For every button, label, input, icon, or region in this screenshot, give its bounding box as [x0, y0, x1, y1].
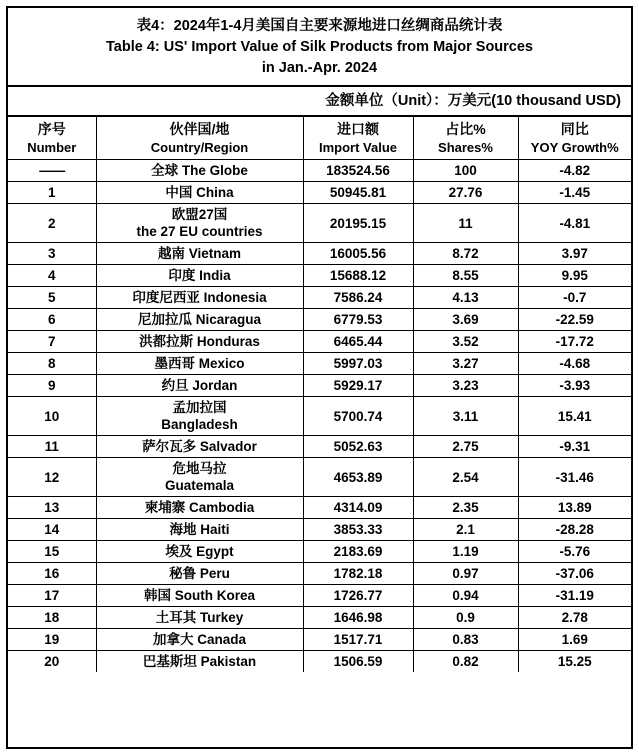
cell-import-value: 5700.74	[303, 397, 413, 436]
cell-country: 印度 India	[96, 265, 303, 287]
cell-number: 14	[8, 519, 96, 541]
cell-share: 1.19	[413, 541, 518, 563]
cell-yoy: -4.81	[518, 204, 631, 243]
cell-yoy: -31.46	[518, 458, 631, 497]
cell-import-value: 6465.44	[303, 331, 413, 353]
cell-country: 土耳其 Turkey	[96, 607, 303, 629]
cell-yoy: -37.06	[518, 563, 631, 585]
cell-number: 4	[8, 265, 96, 287]
column-header-yoy	[518, 117, 631, 160]
cell-country: 韩国 South Korea	[96, 585, 303, 607]
cell-import-value: 15688.12	[303, 265, 413, 287]
title-line-english-2: in Jan.-Apr. 2024	[261, 60, 378, 76]
cell-yoy: 13.89	[518, 497, 631, 519]
table-row	[8, 397, 631, 436]
title-line-english-1: Table 4: US' Import Value of Silk Products from Major Sources	[106, 39, 533, 55]
cell-number: 6	[8, 309, 96, 331]
cell-number: 18	[8, 607, 96, 629]
column-header-import-value-en: Import Value	[318, 140, 398, 155]
cell-yoy: -31.19	[518, 585, 631, 607]
cell-country: 印度尼西亚 Indonesia	[96, 287, 303, 309]
cell-country-line1: 欧盟27国	[171, 207, 228, 222]
cell-country: 墨西哥 Mexico	[96, 353, 303, 375]
cell-country-line2: Bangladesh	[161, 417, 238, 432]
cell-number: 2	[8, 204, 96, 243]
cell-yoy: -22.59	[518, 309, 631, 331]
cell-share: 100	[413, 160, 518, 182]
cell-country: 尼加拉瓜 Nicaragua	[96, 309, 303, 331]
cell-yoy: -1.45	[518, 182, 631, 204]
cell-share: 0.82	[413, 651, 518, 673]
title-block	[8, 8, 631, 85]
cell-yoy: -3.93	[518, 375, 631, 397]
cell-yoy: 3.97	[518, 243, 631, 265]
cell-country-line1: 危地马拉	[172, 461, 227, 476]
cell-number: 9	[8, 375, 96, 397]
table-row	[8, 541, 631, 563]
column-header-shares	[413, 117, 518, 160]
cell-number: 7	[8, 331, 96, 353]
cell-yoy: -4.82	[518, 160, 631, 182]
cell-import-value: 7586.24	[303, 287, 413, 309]
cell-country: 全球 The Globe	[96, 160, 303, 182]
cell-import-value: 1506.59	[303, 651, 413, 673]
title-line-chinese: 表4：2024年1-4月美国自主要来源地进口丝绸商品统计表	[136, 18, 503, 34]
cell-share: 11	[413, 204, 518, 243]
cell-country: 萨尔瓦多 Salvador	[96, 436, 303, 458]
cell-number: 5	[8, 287, 96, 309]
column-header-number-en: Number	[27, 140, 77, 155]
cell-share: 2.35	[413, 497, 518, 519]
cell-share: 2.54	[413, 458, 518, 497]
cell-country: 加拿大 Canada	[96, 629, 303, 651]
table-row	[8, 458, 631, 497]
column-header-shares-en: Shares%	[438, 140, 493, 155]
table-body	[8, 160, 631, 673]
cell-yoy: -4.68	[518, 353, 631, 375]
cell-country	[96, 204, 303, 243]
table-header	[8, 117, 631, 160]
table-row	[8, 651, 631, 673]
table-row	[8, 519, 631, 541]
table-row	[8, 585, 631, 607]
cell-import-value: 3853.33	[303, 519, 413, 541]
table-row	[8, 563, 631, 585]
cell-country	[96, 458, 303, 497]
cell-share: 3.69	[413, 309, 518, 331]
cell-share: 27.76	[413, 182, 518, 204]
table-row	[8, 331, 631, 353]
cell-country: 越南 Vietnam	[96, 243, 303, 265]
table-row	[8, 287, 631, 309]
table-frame	[6, 6, 633, 749]
unit-note: 金额单位（Unit）：万美元(10 thousand USD)	[8, 85, 631, 117]
cell-number: 15	[8, 541, 96, 563]
table-row	[8, 353, 631, 375]
cell-import-value: 5997.03	[303, 353, 413, 375]
column-header-shares-cn: 占比%	[445, 121, 486, 137]
column-header-yoy-en: YOY Growth%	[530, 140, 619, 155]
table-row	[8, 243, 631, 265]
cell-share: 2.1	[413, 519, 518, 541]
column-header-number	[8, 117, 96, 160]
table-row	[8, 497, 631, 519]
cell-number: 11	[8, 436, 96, 458]
cell-country-line2: the 27 EU countries	[136, 224, 263, 239]
cell-yoy: 15.25	[518, 651, 631, 673]
cell-yoy: 2.78	[518, 607, 631, 629]
silk-import-table	[8, 117, 631, 672]
cell-import-value: 20195.15	[303, 204, 413, 243]
cell-import-value: 2183.69	[303, 541, 413, 563]
cell-share: 0.97	[413, 563, 518, 585]
column-header-number-cn: 序号	[37, 121, 66, 137]
cell-country: 中国 China	[96, 182, 303, 204]
cell-country: 约旦 Jordan	[96, 375, 303, 397]
cell-share: 3.27	[413, 353, 518, 375]
cell-number: 12	[8, 458, 96, 497]
cell-country: 秘鲁 Peru	[96, 563, 303, 585]
table-row	[8, 629, 631, 651]
cell-import-value: 183524.56	[303, 160, 413, 182]
cell-country-line1: 孟加拉国	[172, 400, 227, 415]
cell-number: 3	[8, 243, 96, 265]
cell-yoy: -9.31	[518, 436, 631, 458]
column-header-import-value-cn: 进口额	[337, 121, 379, 137]
column-header-yoy-cn: 同比	[560, 121, 589, 137]
column-header-country	[96, 117, 303, 160]
cell-number: 1	[8, 182, 96, 204]
cell-country: 巴基斯坦 Pakistan	[96, 651, 303, 673]
cell-number: 19	[8, 629, 96, 651]
cell-yoy: 1.69	[518, 629, 631, 651]
table-row	[8, 309, 631, 331]
table-row	[8, 160, 631, 182]
cell-import-value: 6779.53	[303, 309, 413, 331]
cell-import-value: 5052.63	[303, 436, 413, 458]
table-row	[8, 265, 631, 287]
cell-import-value: 4314.09	[303, 497, 413, 519]
cell-import-value: 1517.71	[303, 629, 413, 651]
cell-share: 3.23	[413, 375, 518, 397]
table-row	[8, 607, 631, 629]
cell-country: 柬埔寨 Cambodia	[96, 497, 303, 519]
cell-share: 2.75	[413, 436, 518, 458]
column-header-country-cn: 伙伴国/地	[169, 121, 230, 137]
cell-number: 20	[8, 651, 96, 673]
table-header-row	[8, 117, 631, 160]
cell-country: 海地 Haiti	[96, 519, 303, 541]
cell-yoy: -28.28	[518, 519, 631, 541]
cell-country-line2: Guatemala	[164, 478, 235, 493]
cell-number: 8	[8, 353, 96, 375]
cell-number: 16	[8, 563, 96, 585]
table-row	[8, 436, 631, 458]
cell-import-value: 16005.56	[303, 243, 413, 265]
table-row	[8, 375, 631, 397]
column-header-country-en: Country/Region	[150, 140, 249, 155]
cell-import-value: 50945.81	[303, 182, 413, 204]
cell-country: 埃及 Egypt	[96, 541, 303, 563]
cell-number: 17	[8, 585, 96, 607]
cell-import-value: 1726.77	[303, 585, 413, 607]
cell-share: 8.55	[413, 265, 518, 287]
cell-import-value: 1646.98	[303, 607, 413, 629]
cell-country: 洪都拉斯 Honduras	[96, 331, 303, 353]
column-header-import-value	[303, 117, 413, 160]
cell-country	[96, 397, 303, 436]
cell-share: 0.94	[413, 585, 518, 607]
cell-import-value: 4653.89	[303, 458, 413, 497]
cell-import-value: 1782.18	[303, 563, 413, 585]
cell-share: 4.13	[413, 287, 518, 309]
cell-number: 13	[8, 497, 96, 519]
cell-import-value: 5929.17	[303, 375, 413, 397]
cell-share: 0.83	[413, 629, 518, 651]
cell-yoy: 9.95	[518, 265, 631, 287]
cell-yoy: -0.7	[518, 287, 631, 309]
cell-share: 0.9	[413, 607, 518, 629]
cell-yoy: -5.76	[518, 541, 631, 563]
table-row	[8, 182, 631, 204]
table-row	[8, 204, 631, 243]
cell-share: 3.11	[413, 397, 518, 436]
cell-share: 3.52	[413, 331, 518, 353]
cell-number: 10	[8, 397, 96, 436]
cell-share: 8.72	[413, 243, 518, 265]
cell-number: ——	[8, 160, 96, 182]
cell-yoy: -17.72	[518, 331, 631, 353]
cell-yoy: 15.41	[518, 397, 631, 436]
